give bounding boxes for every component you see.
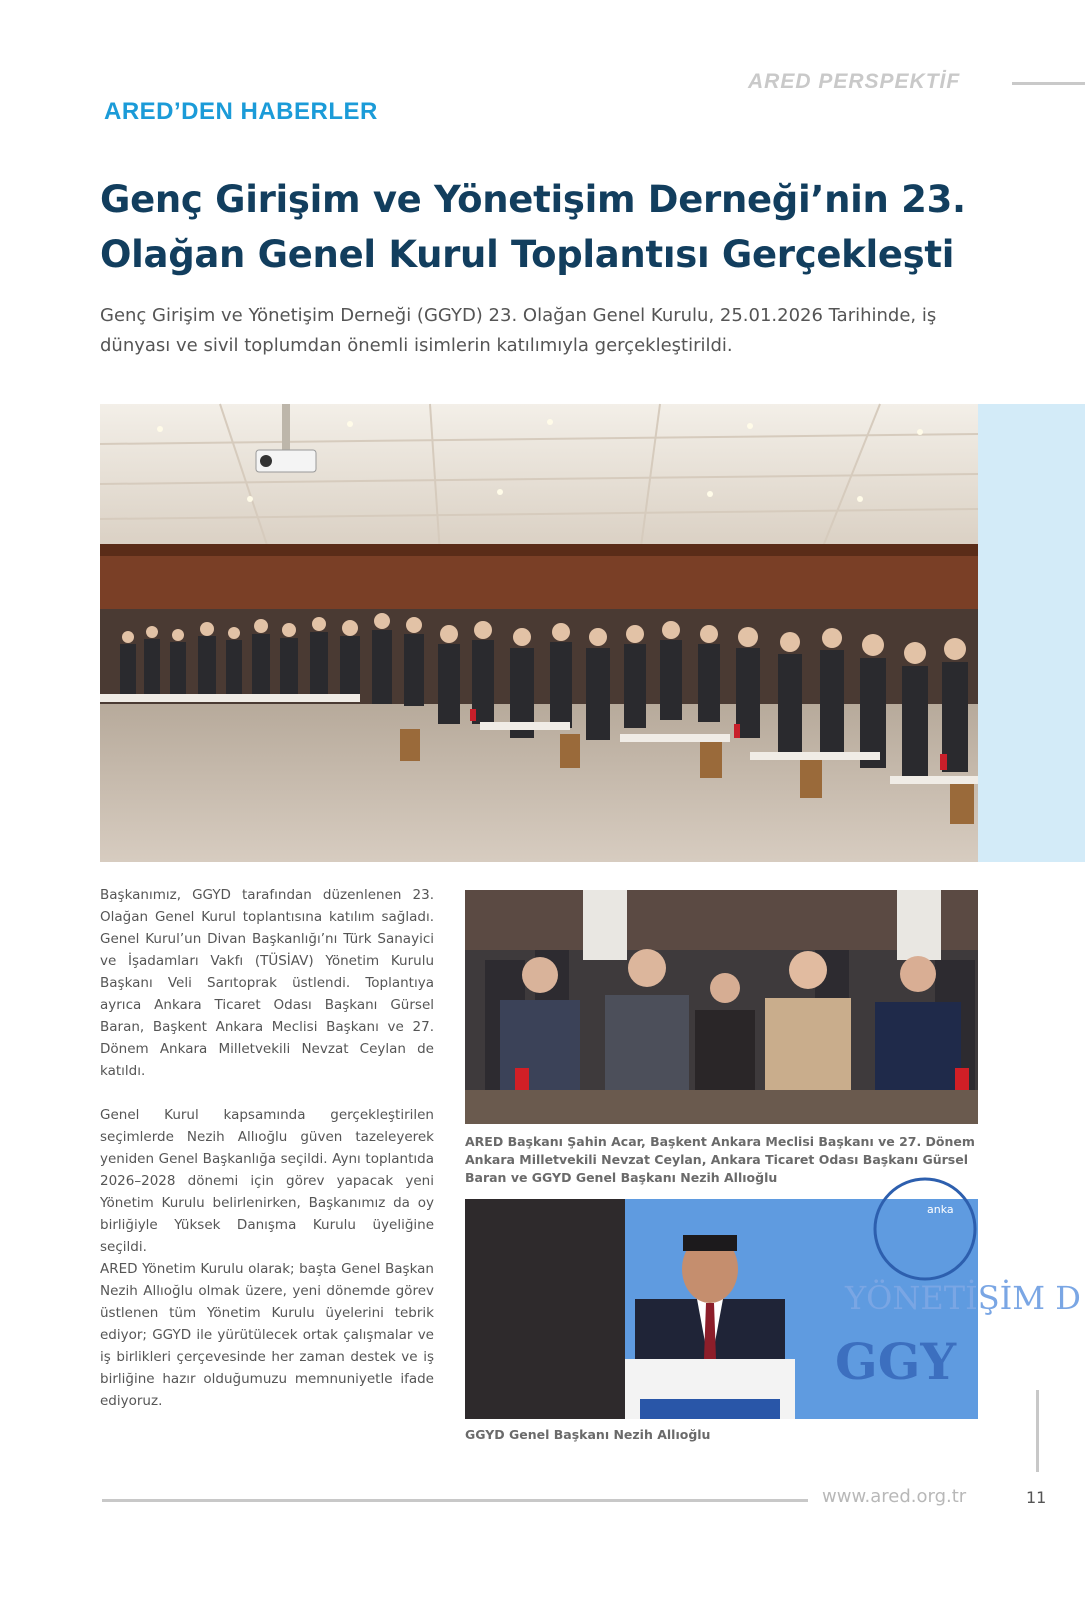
backdrop-text: YÖNETİŞİM D (845, 1279, 1081, 1317)
brand-logo: ARED PERSPEKTİF (748, 70, 961, 93)
assembly-hall-photo (100, 404, 978, 862)
article-lead: Genç Girişim ve Yönetişim Derneği (GGYD) 23. Olağan Genel Kurulu, 25.01.2026 Tarihinde, iş dünyası ve sivil toplumdan önemli isimlerin katılımıyla gerçekleştirildi. (100, 305, 937, 356)
backdrop-logo: GGY (835, 1332, 957, 1391)
brand-rule (1012, 82, 1085, 85)
title-line-1: Genç Girişim ve Yönetişim Derneği’nin 23. (100, 178, 966, 221)
footer-rule (102, 1499, 808, 1502)
article-paragraph-2: Genel Kurul kapsamında gerçekleştirilen seçimlerde Nezih Allıoğlu güven tazeleyerek yeniden Genel Başkanlığa seçildi. Aynı toplantıda 2026–2028 dönemi için görev yapacak yeni Yönetim Kurulu belirlenirken, Başkanımız da oy birliğiyle Yüksek Danışma Kurulu üyeliğine seçildi. (100, 1107, 434, 1255)
speaker-caption: GGYD Genel Başkanı Nezih Allıoğlu (465, 1427, 711, 1442)
title-line-2: Olağan Genel Kurul Toplantısı Gerçekleşti (100, 233, 955, 276)
page-corner-rule (1036, 1390, 1039, 1472)
officials-caption: ARED Başkanı Şahin Acar, Başkent Ankara Meclisi Başkanı ve 27. Dönem Ankara Milletvekili Nevzat Ceylan, Ankara Ticaret Odası Başkanı Gürsel Baran ve GGYD Genel Başkanı Nezih Allıoğlu (465, 1134, 975, 1185)
page-number: 11 (1026, 1488, 1047, 1507)
speaker-photo (465, 1199, 1081, 1419)
article-title (100, 172, 980, 282)
tv-logo: anka (927, 1203, 954, 1216)
officials-photo (465, 890, 978, 1124)
footer-url[interactable]: www.ared.org.tr (822, 1486, 967, 1507)
section-heading: ARED’DEN HABERLER (104, 98, 378, 125)
article-paragraph-3: ARED Yönetim Kurulu olarak; başta Genel Başkan Nezih Allıoğlu olmak üzere, yeni dönemde görev üstlenen tüm Yönetim Kurulu üyelerini tebrik ediyor; GGYD ile yürütülecek ortak çalışmalar ve iş birlikleri çerçevesinde her zaman destek ve iş birliğine hazır olduğumuzu memnuniyetle ifade ediyoruz. (100, 1261, 434, 1409)
decorative-band (978, 404, 1085, 862)
article-paragraph-1: Başkanımız, GGYD tarafından düzenlenen 23. Olağan Genel Kurul toplantısına katılım sağladı. Genel Kurul’un Divan Başkanlığı’nı Türk Sanayici ve İşadamları Vakfı (TÜSİAV) Yönetim Kurulu Başkanı Veli Sarıtoprak üstlendi. Toplantıya ayrıca Ankara Ticaret Odası Başkanı Gürsel Baran, Başkent Ankara Meclisi Başkanı ve 27. Dönem Ankara Milletvekili Nevzat Ceylan de katıldı. (100, 887, 434, 1079)
